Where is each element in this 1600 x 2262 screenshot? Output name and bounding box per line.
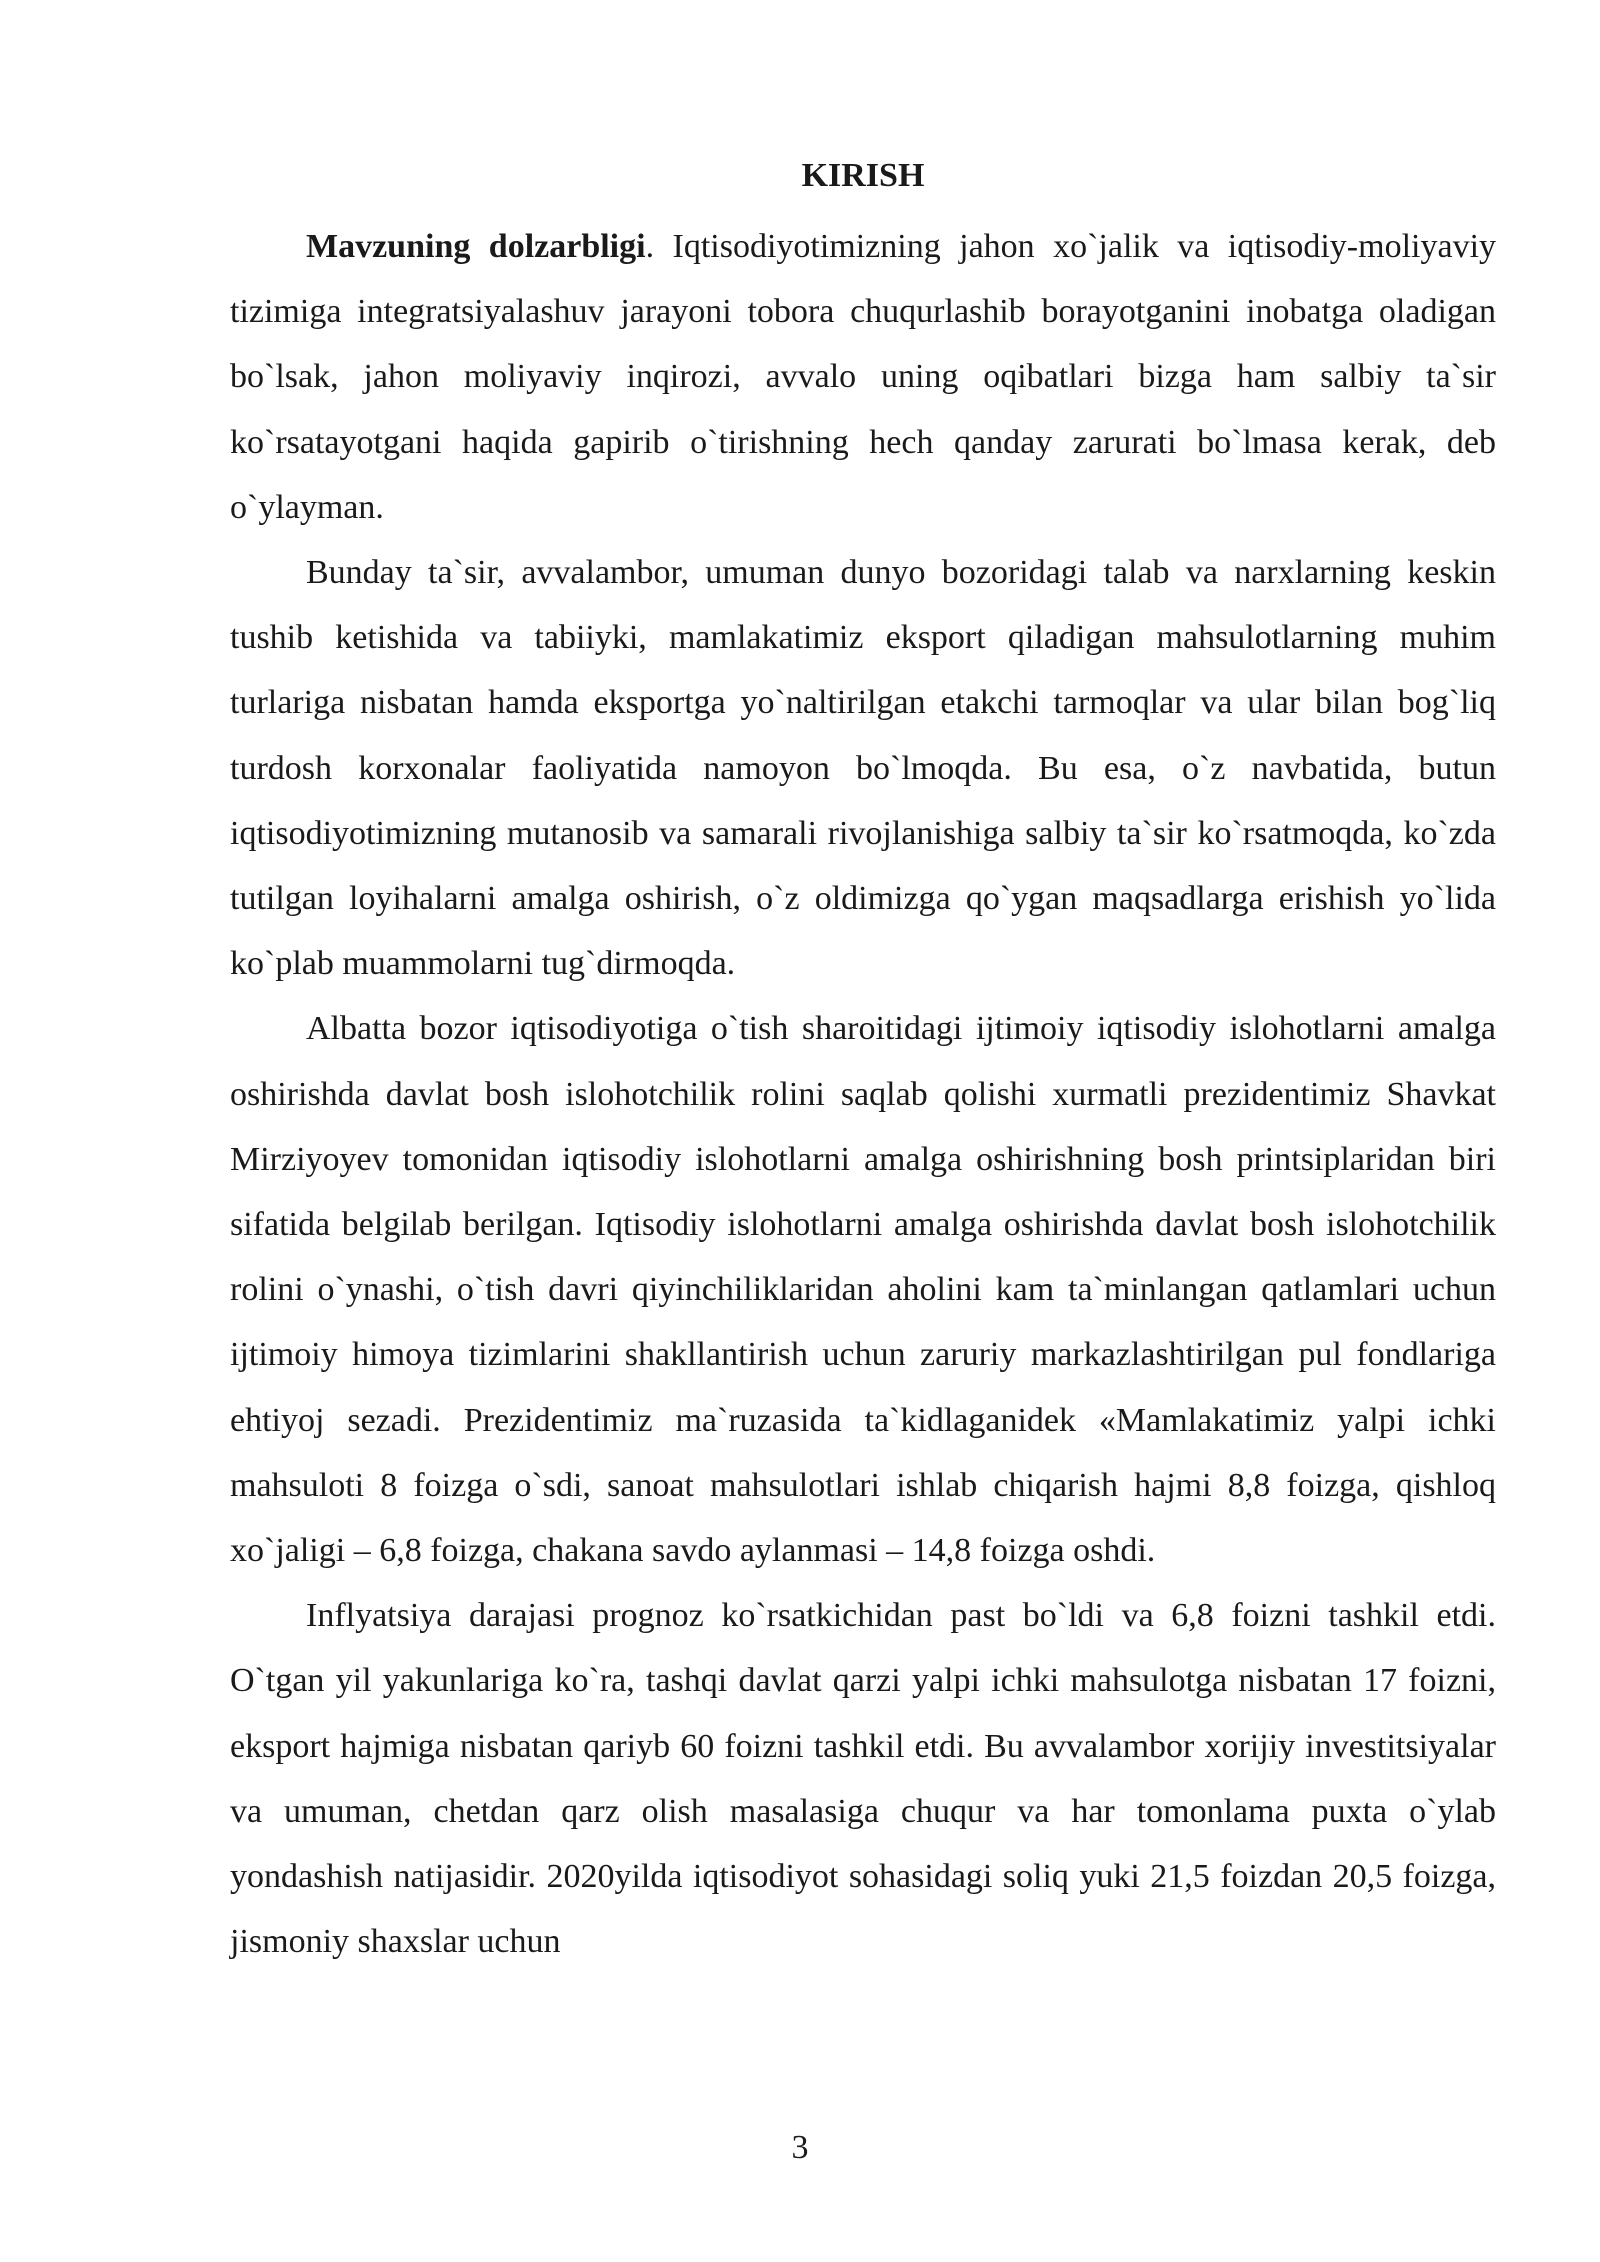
page-number: 3 [791, 2129, 809, 2166]
paragraph-relevance [230, 214, 1496, 540]
paragraph-inflation: Inflyatsiya darajasi prognoz ko`rsatkichidan past bo`ldi va 6,8 foizni tashkil etdi. O`tgan yil yakunlariga ko`ra, tashqi davlat qarzi yalpi ichki mahsulotga nisbatan 17 foizni, eksport hajmiga nisbatan qariyb 60 foizni tashkil etdi. Bu avvalambor xorijiy investitsiyalar va umuman, chetdan qarz olish masalasiga chuqur va har tomonlama puxta o`ylab yondashish natijasidir. 2020yilda iqtisodiyot sohasidagi soliq yuki 21,5 foizdan 20,5 foizga, jismoniy shaxslar uchun [230, 1597, 1496, 1961]
paragraph-impact: Bunday ta`sir, avvalambor, umuman dunyo bozoridagi talab va narxlarning keskin tushib ketishida va tabiiyki, mamlakatimiz eksport qiladigan mahsulotlarning muhim turlariga nisbatan hamda eksportga yo`naltirilgan etakchi tarmoqlar va ular bilan bog`liq turdosh korxonalar faoliyatida namoyon bo`lmoqda. Bu esa, o`z navbatida, butun iqtisodiyotimizning mutanosib va samarali rivojlanishiga salbiy ta`sir ko`rsatmoqda, ko`zda tutilgan loyihalarni amalga oshirish, o`z oldimizga qo`ygan maqsadlarga erishish yo`lida ko`plab muammolarni tug`dirmoqda. [230, 554, 1496, 983]
paragraph-lead: Mavzuning dolzarbligi [306, 228, 646, 265]
page-body [230, 148, 1496, 1974]
section-heading: KIRISH [801, 157, 925, 194]
paragraph-text: . Iqtisodiyotimizning jahon xo`jalik va iqtisodiy-moliyaviy tizimiga integratsiyalashuv jarayoni tobora chuqurlashib borayotganini inobatga oladigan bo`lsak, jahon moliyaviy inqirozi, avvalo uning oqibatlari bizga ham salbiy ta`sir ko`rsatayotgani haqida gapirib o`tirishning hech qanday zarurati bo`lmasa kerak, deb o`ylayman. [230, 228, 1497, 526]
paragraph-reforms: Albatta bozor iqtisodiyotiga o`tish sharoitidagi ijtimoiy iqtisodiy islohotlarni amalga oshirishda davlat bosh islohotchilik rolini saqlab qolishi xurmatli prezidentimiz Shavkat Mirziyoyev tomonidan iqtisodiy islohotlarni amalga oshirishning bosh printsiplaridan biri sifatida belgilab berilgan. Iqtisodiy islohotlarni amalga oshirishda davlat bosh islohotchilik rolini o`ynashi, o`tish davri qiyinchiliklaridan aholini kam ta`minlangan qatlamlari uchun ijtimoiy himoya tizimlarini shakllantirish uchun zaruriy markazlashtirilgan pul fondlariga ehtiyoj sezadi. Prezidentimiz ma`ruzasida ta`kidlaganidek «Mamlakatimiz yalpi ichki mahsuloti 8 foizga o`sdi, sanoat mahsulotlari ishlab chiqarish hajmi 8,8 foizga, qishloq xo`jaligi – 6,8 foizga, chakana savdo aylanmasi – 14,8 foizga oshdi. [230, 1010, 1496, 1570]
